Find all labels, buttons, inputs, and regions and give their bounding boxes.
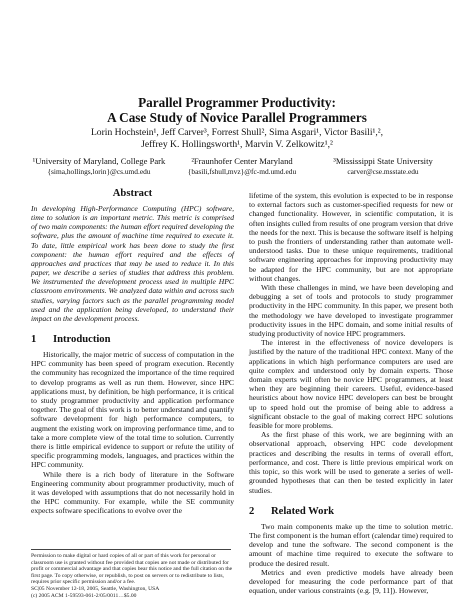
permission-notice: Permission to make digital or hard copies of all or part of this work for personal or classroom use is granted without fee provided that copies are not made or distributed for profit or commercial advantage and that copies bear this notice and the full citation on the first page. To copy otherwise, or republish, to post on servers or to redistribute to lists, requires prior specific permission and/or a fee. [31,553,233,586]
intro-paragraph-3: lifetime of the system, this evolution is expected to be in response to external factors such as customer-specified requests for new or changed functionality. However, in scientific computation, it is often insights culled from results of one program version that drive the needs for the next. This is because the software itself is helping to push the frontiers of understanding rather than automate well-understood tasks. Due to these unique requirements, traditional software engineering approaches for improving productivity may be adapted for the HPC community, but are not appropriate without changes. [249,191,453,283]
abstract-heading: Abstract [112,188,153,199]
affiliation-umd [24,156,174,177]
title-line-2: A Case Study of Novice Parallel Programmers [107,110,367,125]
related-work-paragraph-1: Two main components make up the time to solution metric. The first component is the human effort (calendar time) required to develop and tune the software. The second component is the amount of machine time required to execute the software to produce the desired result. [249,521,453,568]
section-title: Related Work [271,505,335,517]
section-title: Introduction [53,334,111,346]
affiliation-name: ¹University of Maryland, College Park [32,156,166,166]
affiliation-name: ²Fraunhofer Center Maryland [191,156,293,166]
section-2-heading [249,506,453,517]
affiliations [24,156,452,182]
intro-paragraph-4: With these challenges in mind, we have been developing and debugging a set of tools and protocols to study programmer productivity in the HPC community. In this paper, we present both the methodology we have developed to investigate programmer productivity issues in the HPC domain, and some initial results of studying productivity of novice HPC programmers. [249,283,453,339]
left-column [31,188,234,516]
affiliation-email: carver@cse.msstate.edu [347,166,419,176]
intro-paragraph-6: As the first phase of this work, we are beginning with an observational approach, observing HPC code development practices and describing the results in terms of overall effort, performance, and cost. There is little previous empirical work on this topic, so this work will be used to generate a series of well-grounded hypotheses that can then be tested explicitly in later studies. [249,430,453,495]
paper-title [0,95,474,125]
footnote-rule [31,549,231,550]
intro-paragraph-5: The interest in the effectiveness of novice developers is justified by the nature of the traditional HPC context. Many of the applications in which high performance computers are used are quite complex and understood only by domain experts. Those domain experts will often be novice HPC programmers, at least when they are beginning their careers. Useful, evidence-based heuristics about how novice HPC developers can best be brought up to speed hold out the promise of being able to address a significant obstacle to the goal of making correct HPC solutions feasible for more problems. [249,338,453,431]
title-line-1: Parallel Programmer Productivity: [138,95,336,110]
affiliation-msstate [314,156,452,177]
section-1-heading [31,334,234,345]
right-column [249,191,453,595]
authors-line-2: Jeffrey K. Hollingsworth¹, Marvin V. Zelkowitz¹,² [141,139,333,150]
affiliation-email: {sima,hollings,lorin}@cs.umd.edu [47,166,151,176]
affiliation-fraunhofer [172,156,312,177]
conference-line: SC|05 November 12-18, 2005, Seattle, Washington, USA [31,585,160,592]
copyright-line: (c) 2005 ACM 1-59593-061-2/05/0011…$5.00 [31,592,137,599]
affiliation-email: {basili,fshull,mvz}@fc-md.umd.edu [187,166,297,176]
affiliation-name: ³Mississippi State University [333,156,433,166]
abstract-text: In developing High-Performance Computing (HPC) software, time to solution is an important metric. This metric is comprised of two main components: the human effort required developing the software, plus the amount of machine time required to execute it. To date, little empirical work has been done to study the first component: the human effort required and the effects of approaches and practices that may be used to reduce it. In this paper, we describe a series of studies that address this problem. We instrumented the development process used in multiple HPC classroom environments. We analyzed data within and across such studies, varying factors such as the parallel programming model used and the application being developed, to understand their impact on the development process. [31,204,234,323]
copyright-footnote [31,553,236,599]
section-number: 2 [249,505,255,517]
intro-paragraph-2: While there is a rich body of literature in the Software Engineering community about programmer productivity, much of it was developed with assumptions that do not necessarily hold in the HPC community. For example, while the SE community expects software specifications to evolve over the [31,469,234,516]
author-list [0,127,474,151]
section-number: 1 [31,334,37,346]
related-work-paragraph-2: Metrics and even predictive models have already been developed for measuring the code performance part of that equation, under various constraints (e.g. [9, 11]). However, [249,567,453,596]
intro-paragraph-1: Historically, the major metric of success of computation in the HPC community has been speed of program execution. Recently the community has recognized the importance of the time required to develop programs as well as run them. However, since HPC applications must, by definition, be high performance, it is critical to study programmer productivity and application performance together. The goal of this work is to better understand and quantify software development for high performance computers, to augment the existing work on improving performance time, and to take a more complete view of the total time to solution. Currently there is little empirical evidence to support or refute the utility of specific programming models, languages, and practices within the HPC community. [31,350,234,470]
authors-line-1: Lorin Hochstein¹, Jeff Carver³, Forrest Shull², Sima Asgari¹, Victor Basili¹,², [90,127,384,138]
